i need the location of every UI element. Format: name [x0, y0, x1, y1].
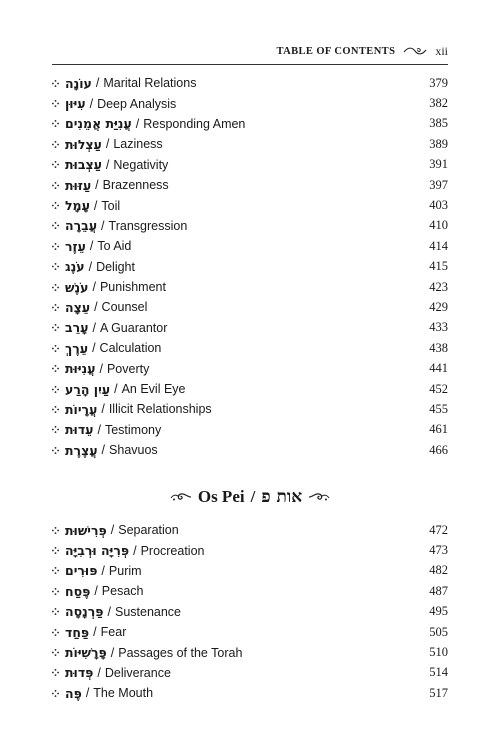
- section-title-english: Os Pei: [197, 487, 245, 506]
- diamond-bullet-icon: [52, 345, 59, 352]
- entry-english: Counsel: [101, 300, 148, 315]
- entry-hebrew: עֲנִיַּת אֲמֵנִים: [65, 116, 132, 132]
- entry-english: An Evil Eye: [121, 382, 186, 397]
- entry-english: Purim: [108, 563, 142, 578]
- entry-page: 441: [429, 361, 448, 376]
- toc-entry[interactable]: [52, 216, 448, 236]
- entry-separator: /: [101, 443, 106, 458]
- entry-hebrew: עַזּוּת: [65, 177, 92, 193]
- entry-separator: /: [99, 361, 103, 376]
- entry-hebrew: עִיּוּן: [65, 96, 86, 112]
- diamond-bullet-icon: [52, 426, 59, 433]
- entry-english: Calculation: [99, 341, 162, 356]
- entry-separator: /: [107, 604, 111, 619]
- entry-hebrew: פַּרְנָסָה: [65, 604, 104, 620]
- diamond-bullet-icon: [52, 567, 59, 574]
- entry-separator: /: [105, 157, 110, 172]
- entry-page: 455: [429, 401, 448, 416]
- entry-english: Marital Relations: [103, 76, 197, 91]
- diamond-bullet-icon: [52, 141, 59, 148]
- entry-page: 429: [429, 299, 448, 314]
- entry-hebrew: פֶּה: [65, 685, 82, 701]
- diamond-bullet-icon: [52, 304, 59, 311]
- entry-page: 510: [429, 645, 448, 660]
- entry-separator: /: [94, 300, 98, 315]
- entry-english: Testimony: [104, 422, 162, 437]
- toc-entry[interactable]: [52, 338, 448, 358]
- diamond-bullet-icon: [52, 263, 59, 270]
- toc-entry[interactable]: [52, 561, 448, 581]
- entry-hebrew: עֲנִיּוּת: [65, 361, 96, 377]
- diamond-bullet-icon: [52, 527, 59, 534]
- toc-list-ayin: [52, 73, 448, 460]
- entry-separator: /: [135, 116, 140, 131]
- entry-english: Procreation: [140, 543, 205, 558]
- toc-entry[interactable]: [52, 420, 448, 440]
- entry-hebrew: פְּדוּת: [65, 665, 94, 681]
- entry-hebrew: פְּרִיָּה וּרְבִיָּה: [65, 543, 130, 559]
- toc-entry[interactable]: [52, 134, 448, 154]
- flourish-ornament-icon: [403, 46, 427, 56]
- toc-list-pei: [52, 520, 448, 704]
- diamond-bullet-icon: [52, 629, 59, 636]
- entry-page: 423: [429, 279, 448, 294]
- entry-hebrew: פָּרָשִׁיּוֹת: [65, 645, 107, 661]
- diamond-bullet-icon: [52, 608, 59, 615]
- entry-separator: /: [101, 218, 105, 233]
- running-header: [52, 42, 448, 60]
- entry-page: 517: [429, 685, 448, 700]
- toc-entry[interactable]: [52, 540, 448, 560]
- toc-entry[interactable]: [52, 318, 448, 338]
- toc-entry[interactable]: [52, 581, 448, 601]
- toc-entry[interactable]: [52, 175, 448, 195]
- entry-separator: /: [89, 96, 94, 111]
- entry-page: 461: [429, 422, 448, 437]
- entry-separator: /: [88, 259, 93, 274]
- entry-hebrew: עָמָל: [65, 198, 90, 214]
- entry-hebrew: עֹנֶשׁ: [65, 279, 89, 295]
- entry-english: Transgression: [108, 218, 188, 233]
- toc-entry[interactable]: [52, 155, 448, 175]
- entry-english: Illicit Relationships: [108, 402, 212, 417]
- diamond-bullet-icon: [52, 80, 59, 87]
- entry-page: 466: [429, 442, 448, 457]
- toc-entry[interactable]: [52, 642, 448, 662]
- entry-english: A Guarantor: [99, 320, 168, 335]
- entry-page: 433: [429, 320, 448, 335]
- toc-entry[interactable]: [52, 440, 448, 460]
- entry-hebrew: עֵזֶר: [65, 238, 86, 254]
- diamond-bullet-icon: [52, 588, 59, 595]
- toc-entry[interactable]: [52, 602, 448, 622]
- toc-entry[interactable]: [52, 236, 448, 256]
- entry-english: Sustenance: [114, 604, 182, 619]
- diamond-bullet-icon: [52, 690, 59, 697]
- diamond-bullet-icon: [52, 284, 59, 291]
- entry-hebrew: עֵצָה: [65, 299, 91, 315]
- diamond-bullet-icon: [52, 669, 59, 676]
- entry-page: 403: [429, 198, 448, 213]
- entry-page: 379: [429, 75, 448, 90]
- entry-english: Brazenness: [102, 178, 169, 193]
- diamond-bullet-icon: [52, 161, 59, 168]
- diamond-bullet-icon: [52, 447, 59, 454]
- entry-page: 391: [429, 157, 448, 172]
- entry-separator: /: [114, 382, 118, 397]
- entry-separator: /: [97, 422, 101, 437]
- entry-page: 482: [429, 563, 448, 578]
- toc-entry[interactable]: [52, 114, 448, 134]
- right-flourish-icon: [308, 491, 330, 503]
- entry-page: 472: [429, 522, 448, 537]
- entry-separator: /: [93, 625, 97, 640]
- entry-english: Fear: [100, 625, 127, 640]
- diamond-bullet-icon: [52, 386, 59, 393]
- toc-entry[interactable]: [52, 195, 448, 215]
- entry-english: To Aid: [97, 239, 132, 254]
- diamond-bullet-icon: [52, 100, 59, 107]
- entry-hebrew: עַצְלוּת: [65, 136, 102, 152]
- toc-entry[interactable]: [52, 663, 448, 683]
- entry-separator: /: [92, 341, 96, 356]
- entry-page: 414: [429, 238, 448, 253]
- entry-english: Toil: [101, 198, 121, 213]
- diamond-bullet-icon: [52, 324, 59, 331]
- entry-page: 385: [429, 116, 448, 131]
- diamond-bullet-icon: [52, 182, 59, 189]
- entry-page: 487: [429, 583, 448, 598]
- page-number: xii: [435, 43, 448, 58]
- entry-page: 514: [429, 665, 448, 680]
- section-heading: [52, 484, 448, 510]
- toc-entry[interactable]: [52, 358, 448, 378]
- diamond-bullet-icon: [52, 222, 59, 229]
- entry-separator: /: [95, 178, 99, 193]
- entry-hebrew: עַצְבוּת: [65, 157, 102, 173]
- entry-page: 452: [429, 381, 448, 396]
- entry-english: Separation: [118, 523, 179, 538]
- entry-hebrew: עֹנֶג: [65, 259, 85, 275]
- section-title-separator: /: [250, 487, 256, 506]
- diamond-bullet-icon: [52, 547, 59, 554]
- toc-entry[interactable]: [52, 297, 448, 317]
- entry-separator: /: [85, 686, 90, 701]
- toc-entry[interactable]: [52, 622, 448, 642]
- entry-english: Deep Analysis: [97, 96, 177, 111]
- entry-page: 415: [429, 259, 448, 274]
- entry-english: Poverty: [106, 361, 150, 376]
- entry-separator: /: [110, 645, 115, 660]
- entry-english: Deliverance: [104, 665, 171, 680]
- entry-page: 505: [429, 624, 448, 639]
- entry-separator: /: [95, 76, 100, 91]
- entry-english: The Mouth: [93, 686, 154, 701]
- entry-separator: /: [101, 563, 105, 578]
- entry-english: Pesach: [101, 584, 144, 599]
- section-title-hebrew: אות פ: [261, 487, 303, 507]
- entry-separator: /: [105, 137, 110, 152]
- entry-page: 397: [429, 177, 448, 192]
- entry-hebrew: עֲצֶרֶת: [65, 442, 98, 458]
- toc-entry[interactable]: [52, 73, 448, 93]
- diamond-bullet-icon: [52, 649, 59, 656]
- entry-hebrew: פֶּסַח: [65, 583, 91, 599]
- entry-hebrew: עוֹנָה: [65, 75, 92, 91]
- diamond-bullet-icon: [52, 365, 59, 372]
- diamond-bullet-icon: [52, 202, 59, 209]
- diamond-bullet-icon: [52, 243, 59, 250]
- entry-separator: /: [110, 523, 115, 538]
- header-title: TABLE OF CONTENTS: [276, 45, 396, 57]
- entry-separator: /: [133, 543, 137, 558]
- entry-page: 382: [429, 96, 448, 111]
- entry-english: Passages of the Torah: [118, 645, 243, 660]
- header-rule: [52, 64, 448, 65]
- entry-separator: /: [89, 239, 94, 254]
- toc-entry[interactable]: [52, 379, 448, 399]
- entry-separator: /: [92, 320, 96, 335]
- left-flourish-icon: [170, 491, 192, 503]
- entry-hebrew: עֲרָיוֹת: [65, 401, 98, 417]
- entry-page: 473: [429, 543, 448, 558]
- entry-page: 438: [429, 340, 448, 355]
- entry-page: 495: [429, 604, 448, 619]
- toc-entry[interactable]: [52, 520, 448, 540]
- diamond-bullet-icon: [52, 406, 59, 413]
- entry-hebrew: עָרֵב: [65, 320, 89, 336]
- toc-entry[interactable]: [52, 277, 448, 297]
- entry-english: Punishment: [99, 280, 166, 295]
- toc-entry[interactable]: [52, 257, 448, 277]
- diamond-bullet-icon: [52, 120, 59, 127]
- entry-hebrew: עֲבֵרָה: [65, 218, 98, 234]
- entry-separator: /: [101, 402, 105, 417]
- entry-hebrew: עֵרֶךְ: [65, 340, 89, 356]
- entry-separator: /: [94, 584, 98, 599]
- toc-entry[interactable]: [52, 399, 448, 419]
- entry-english: Delight: [96, 259, 135, 274]
- entry-english: Shavuos: [109, 443, 158, 458]
- toc-entry[interactable]: [52, 93, 448, 113]
- entry-hebrew: פְּרִישׁוּת: [65, 522, 107, 538]
- entry-separator: /: [97, 665, 101, 680]
- entry-page: 389: [429, 136, 448, 151]
- entry-separator: /: [92, 280, 96, 295]
- entry-hebrew: פּוּרִים: [65, 563, 98, 579]
- entry-english: Responding Amen: [143, 116, 246, 131]
- entry-separator: /: [93, 198, 98, 213]
- toc-entry[interactable]: [52, 683, 448, 703]
- entry-hebrew: עַיִן הָרַע: [65, 381, 111, 397]
- entry-page: 410: [429, 218, 448, 233]
- entry-hebrew: עֵדוּת: [65, 422, 94, 438]
- entry-hebrew: פַּחַד: [65, 624, 90, 640]
- entry-english: Negativity: [113, 157, 169, 172]
- entry-english: Laziness: [113, 137, 163, 152]
